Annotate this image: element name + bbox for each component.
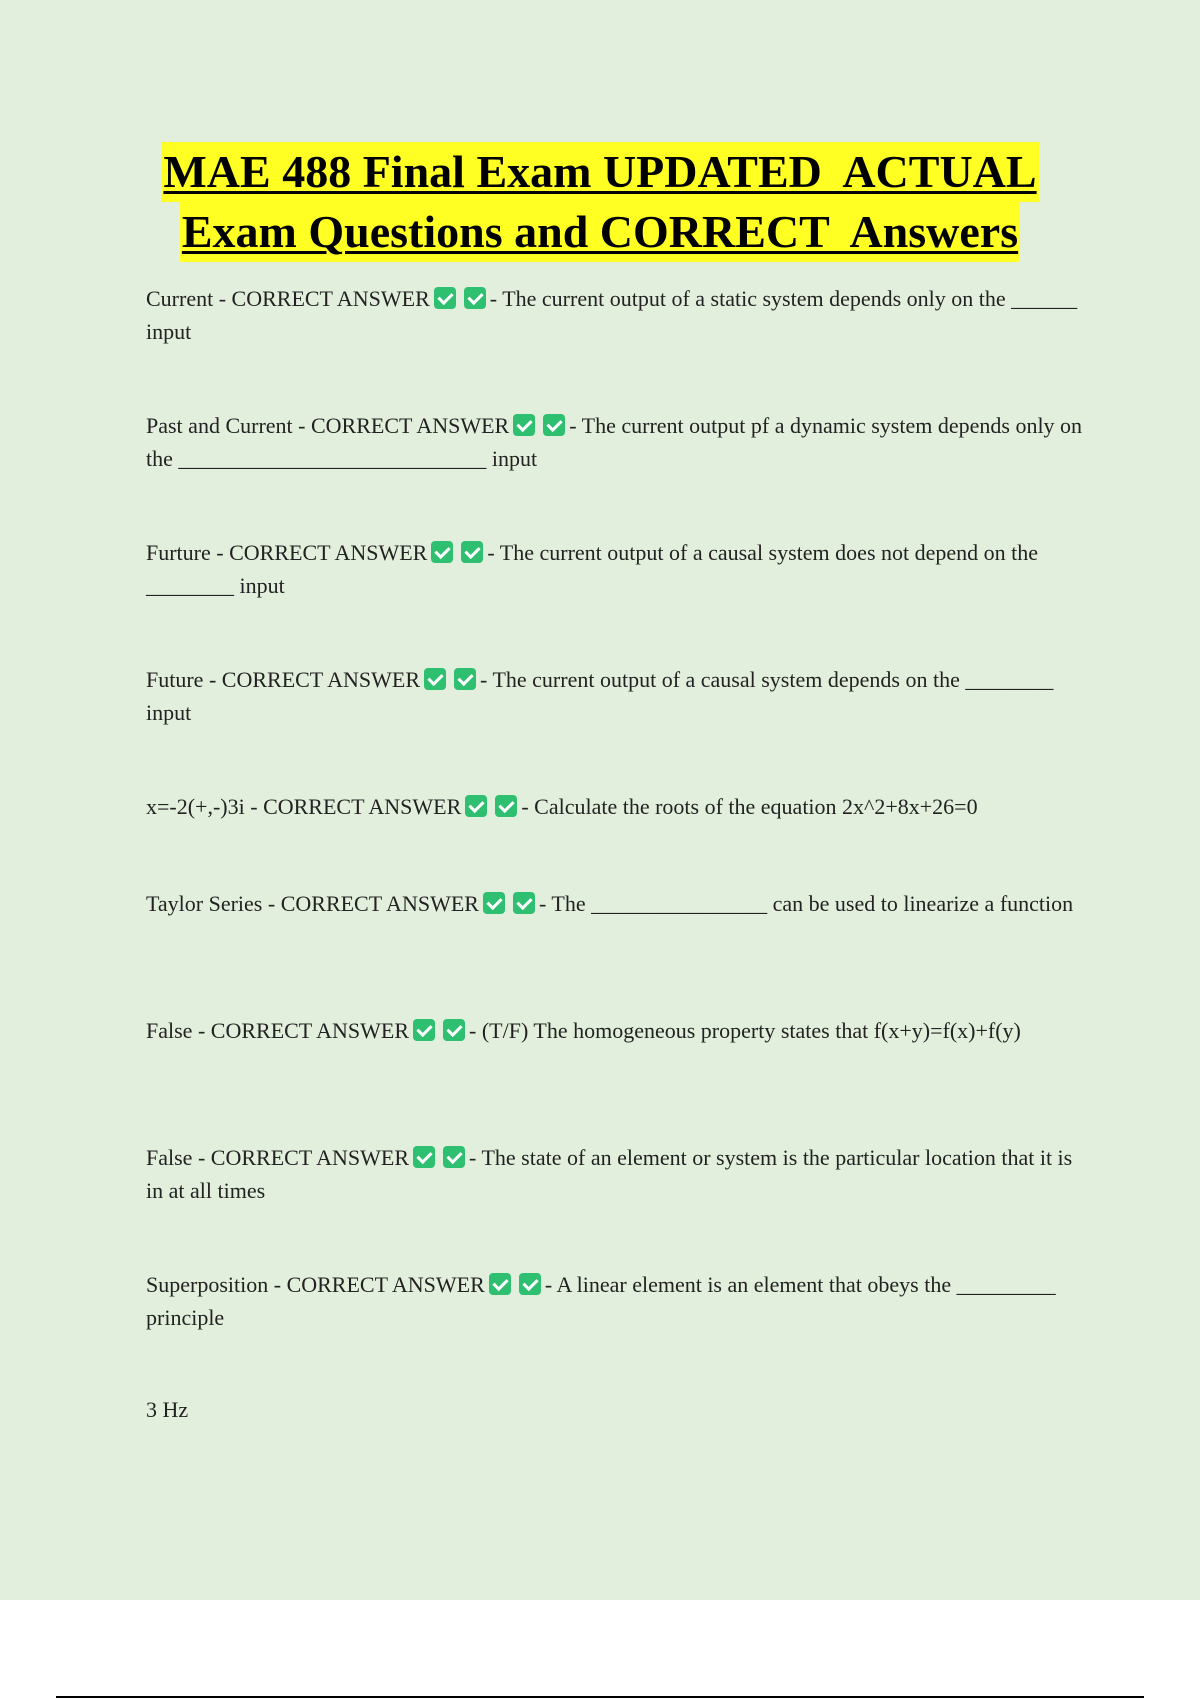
answer-text: Furture <box>146 540 211 565</box>
answer-text: Superposition <box>146 1272 269 1297</box>
answer-text: Future <box>146 667 204 692</box>
checkmark-icon <box>489 1273 511 1295</box>
answer-text: x=-2(+,-)3i <box>146 794 245 819</box>
question-text: The state of an element or system is the particular location that it is in at all times <box>146 1145 1073 1203</box>
qa-item: x=-2(+,-)3i - CORRECT ANSWER - Calculate the roots of the equation 2x^2+8x+26=0 <box>146 794 978 819</box>
qa-item: Superposition - CORRECT ANSWER - A linear element is an element that obeys the _________ principle <box>146 1272 1056 1330</box>
checkmark-icon <box>519 1273 541 1295</box>
title-line-1: MAE 488 Final Exam UPDATED ACTUAL <box>161 142 1038 202</box>
checkmark-icon <box>495 795 517 817</box>
answer-text: Past and Current <box>146 413 293 438</box>
qa-item: Taylor Series - CORRECT ANSWER - The ________________ can be used to linearize a function <box>146 891 1074 916</box>
answer-marker: CORRECT ANSWER <box>210 1018 410 1043</box>
question-text: The current output of a causal system does not depend on the ________ input <box>146 540 1039 598</box>
checkmark-icon <box>413 1019 435 1041</box>
answer-marker: CORRECT ANSWER <box>210 1145 410 1170</box>
answer-text: False <box>146 1018 193 1043</box>
checkmark-icon <box>513 414 535 436</box>
checkmark-icon <box>443 1019 465 1041</box>
question-text: The current output of a static system depends only on the ______ input <box>146 286 1078 344</box>
answer-marker: CORRECT ANSWER <box>310 413 510 438</box>
qa-item: Current - CORRECT ANSWER - The current output of a static system depends only on the ______ input <box>146 286 1078 344</box>
checkmark-icon <box>461 541 483 563</box>
answer-marker: CORRECT ANSWER <box>286 1272 485 1297</box>
answer-marker: CORRECT ANSWER <box>263 794 462 819</box>
checkmark-icon <box>464 287 486 309</box>
checkmark-icon <box>483 892 505 914</box>
question-text: The ________________ can be used to linearize a function <box>551 891 1074 916</box>
answer-text: Taylor Series <box>146 891 263 916</box>
checkmark-icon <box>513 892 535 914</box>
question-text: (T/F) The homogeneous property states that f(x+y)=f(x)+f(y) <box>481 1018 1021 1043</box>
footer-divider <box>56 1696 1144 1698</box>
answer-marker: CORRECT ANSWER <box>221 667 421 692</box>
qa-item: Past and Current - CORRECT ANSWER - The current output pf a dynamic system depends only on the ____________________________ input <box>146 413 1083 471</box>
checkmark-icon <box>413 1146 435 1168</box>
document-title <box>0 142 1200 262</box>
answer-marker: CORRECT ANSWER <box>231 286 430 311</box>
checkmark-icon <box>431 541 453 563</box>
checkmark-icon <box>543 414 565 436</box>
checkmark-icon <box>465 795 487 817</box>
answer-marker: CORRECT ANSWER <box>280 891 479 916</box>
qa-item: False - CORRECT ANSWER - (T/F) The homogeneous property states that f(x+y)=f(x)+f(y) <box>146 1018 1021 1043</box>
trailing-text: 3 Hz <box>146 1397 189 1422</box>
checkmark-icon <box>454 668 476 690</box>
checkmark-icon <box>443 1146 465 1168</box>
answer-marker: CORRECT ANSWER <box>229 540 428 565</box>
title-line-2: Exam Questions and CORRECT Answers <box>180 202 1020 262</box>
qa-item: Future - CORRECT ANSWER - The current output of a causal system depends on the ________ input <box>146 667 1054 725</box>
question-text: Calculate the roots of the equation 2x^2+8x+26=0 <box>534 794 978 819</box>
answer-text: Current <box>146 286 214 311</box>
qa-item: Furture - CORRECT ANSWER - The current output of a causal system does not depend on the ________ input <box>146 540 1039 598</box>
question-text: The current output pf a dynamic system depends only on the ____________________________ input <box>146 413 1083 471</box>
checkmark-icon <box>424 668 446 690</box>
answer-text: False <box>146 1145 193 1170</box>
question-text: The current output of a causal system depends on the ________ input <box>146 667 1054 725</box>
checkmark-icon <box>434 287 456 309</box>
question-text: A linear element is an element that obeys the _________ principle <box>146 1272 1056 1330</box>
qa-item: False - CORRECT ANSWER - The state of an element or system is the particular location that it is in at all times <box>146 1145 1073 1203</box>
